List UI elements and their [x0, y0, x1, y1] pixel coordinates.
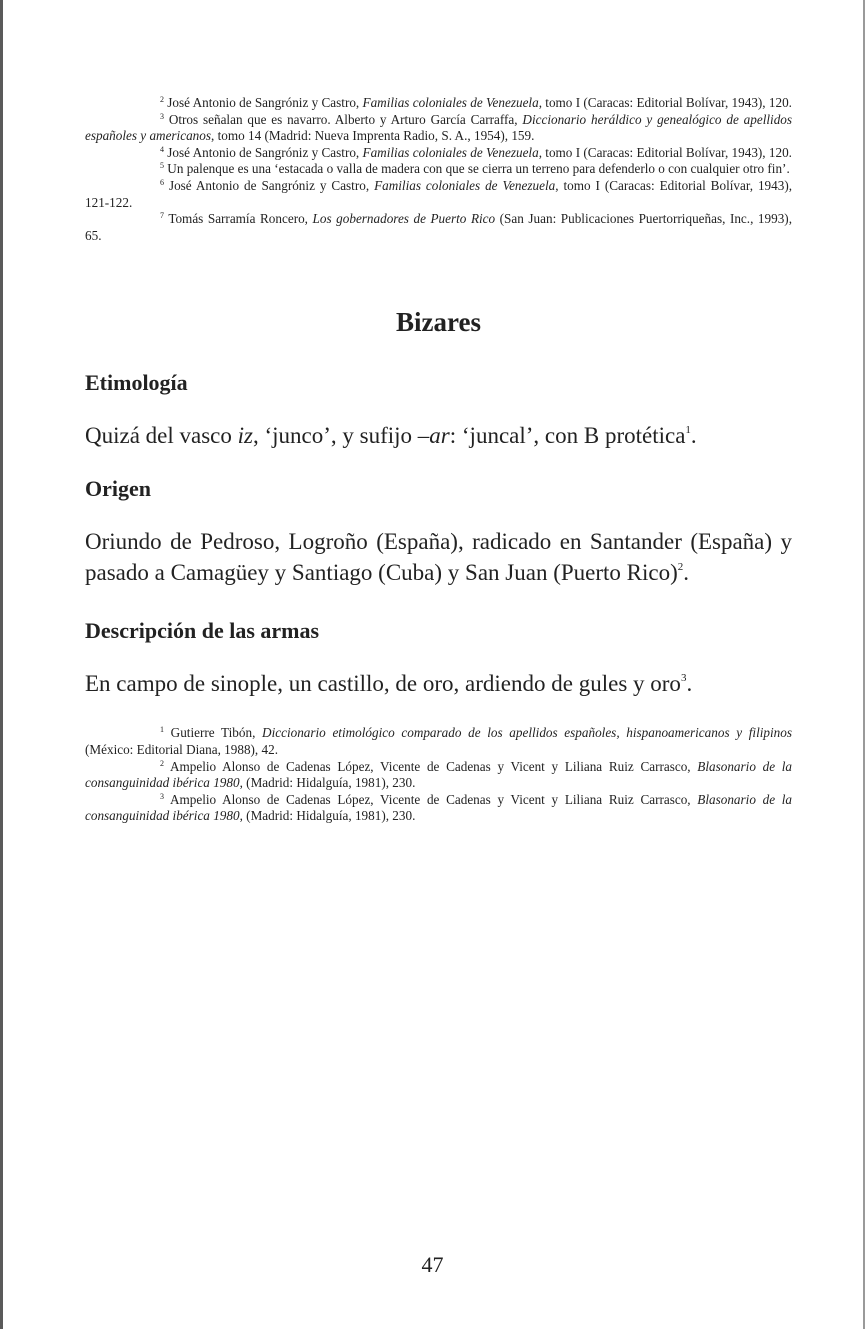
top-footnotes [85, 95, 792, 244]
book-title: Familias coloniales de Venezuela [362, 144, 539, 160]
footnote: $^7$ Tomás Sarramía Roncero, Los gobernadores de Puerto Rico (San Juan: Publicaciones Puertorriqueñas, Inc., 1993), 65. [85, 211, 792, 243]
footnote-number: 3 [160, 791, 164, 801]
bottom-footnotes [85, 725, 792, 825]
footnote: $^1$ Gutierre Tibón, Diccionario etimológico comparado de los apellidos españoles, hispanoamericanos y filipinos (México: Editorial Diana, 1988), 42. [85, 725, 792, 757]
book-title: Diccionario etimológico comparado de los apellidos españoles, hispanoamericanos y filipinos [262, 725, 792, 741]
page-number: 47 [421, 1252, 444, 1277]
footnote-number: 5 [160, 161, 164, 171]
book-title: Blasonario de la consanguinidad ibérica 1980 [85, 791, 792, 824]
book-title: Familias coloniales de Venezuela [362, 95, 539, 110]
footnote-number: 3 [160, 111, 164, 121]
book-title: Diccionario heráldico y genealógico de apellidos españoles y americanos [85, 111, 793, 144]
footnote: $^4$ José Antonio de Sangróniz y Castro, Familias coloniales de Venezuela, tomo I (Caracas: Editorial Bolívar, 1943), 120. [160, 144, 792, 160]
footnote-ref: 1 [685, 424, 691, 437]
book-title: Familias coloniales de Venezuela [374, 177, 556, 193]
section-heading-etimologia: Etimología [85, 370, 188, 396]
footnote: $^6$ José Antonio de Sangróniz y Castro, Familias coloniales de Venezuela, tomo I (Caracas: Editorial Bolívar, 1943), 121-122. [85, 177, 793, 210]
footnote: $^2$ Ampelio Alonso de Cadenas López, Vicente de Cadenas y Vicent y Liliana Ruiz Carrasco, Blasonario de la consanguinidad ibérica 1980, (Madrid: Hidalguía, 1981), 230. [85, 758, 792, 791]
etimologia-text: Quizá del vasco iz, ‘junco’, y sufijo –ar: ‘juncal’, con B protética$^1$. [85, 423, 697, 449]
book-title: Blasonario de la consanguinidad ibérica 1980 [85, 758, 792, 791]
origen-text: Oriundo de Pedroso, Logroño (España), radicado en Santander (España) y pasado a Camagüey y Santiago (Cuba) y San Juan (Puerto Rico)$^2$. [85, 529, 792, 586]
page-title: Bizares [396, 307, 481, 338]
footnote: $^3$ Ampelio Alonso de Cadenas López, Vicente de Cadenas y Vicent y Liliana Ruiz Carrasco, Blasonario de la consanguinidad ibérica 1980, (Madrid: Hidalguía, 1981), 230. [85, 791, 792, 824]
left-page-edge [0, 0, 3, 1329]
footnote-number: 6 [160, 177, 164, 187]
book-title: Los gobernadores de Puerto Rico [312, 211, 496, 227]
section-heading-armas: Descripción de las armas [85, 618, 320, 644]
footnote: $^5$ Un palenque es una ‘estacada o valla de madera con que se cierra un terreno para defenderlo o con cualquier otro fin’. [160, 161, 790, 177]
page-content [85, 95, 792, 825]
footnote-number: 7 [160, 211, 164, 221]
footnote-number: 1 [160, 725, 164, 735]
footnote-number: 4 [160, 144, 164, 154]
footnote-number: 2 [160, 95, 164, 104]
section-heading-origen: Origen [85, 476, 151, 502]
footnote: $^2$ José Antonio de Sangróniz y Castro, Familias coloniales de Venezuela, tomo I (Caracas: Editorial Bolívar, 1943), 120. [160, 95, 792, 110]
armas-text: En campo de sinople, un castillo, de oro, ardiendo de gules y oro$^3$. [85, 671, 693, 697]
footnote-ref: 2 [677, 561, 684, 574]
footnote-number: 2 [160, 758, 164, 768]
footnote: $^3$ Otros señalan que es navarro. Alberto y Arturo García Carraffa, Diccionario heráldico y genealógico de apellidos españoles y americanos, tomo 14 (Madrid: Nueva Imprenta Radio, S. A., 1954), 159. [85, 111, 793, 144]
footnote-ref: 3 [680, 672, 687, 685]
